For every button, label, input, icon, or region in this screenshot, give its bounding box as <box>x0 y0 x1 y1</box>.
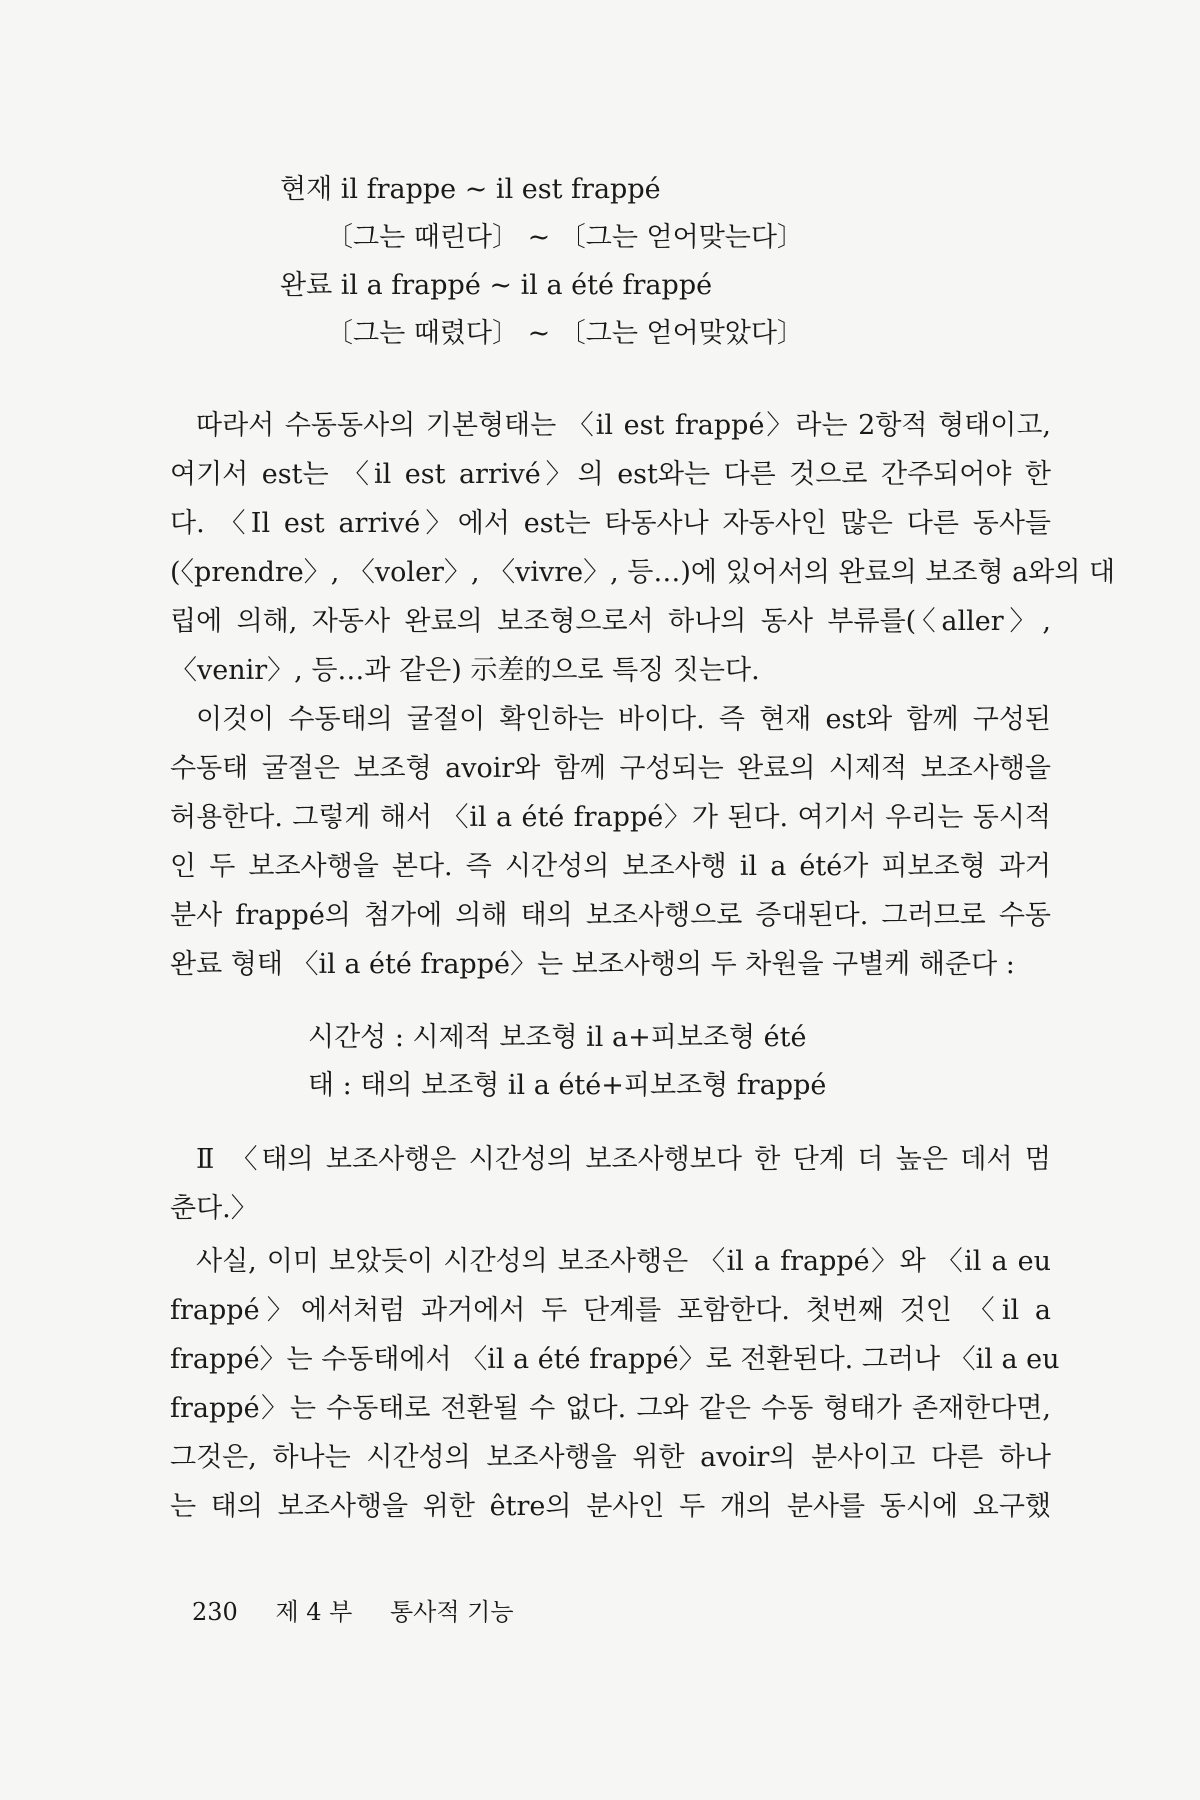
example-present-gloss: 〔그는 때린다〕 ~ 〔그는 얻어맞는다〕 <box>326 222 804 253</box>
part-label: 제 4 부 <box>275 1598 353 1626</box>
paragraph3-line: 사실, 이미 보았듯이 시간성의 보조사행은 〈il a frappé〉와 〈il a eu <box>196 1246 1051 1277</box>
paragraph1-line: 여기서 est는 〈il est arrivé〉의 est와는 다른 것으로 간주되어야 한 <box>170 459 1051 490</box>
section-heading: Ⅱ 〈태의 보조사행은 시간성의 보조사행보다 한 단계 더 높은 데서 멈 <box>196 1144 1051 1175</box>
paragraph3-line: frappé〉에서처럼 과거에서 두 단계를 포함한다. 첫번째 것인 〈il a <box>170 1295 1051 1326</box>
analysis-voice: 태 : 태의 보조형 il a été+피보조형 frappé <box>308 1070 827 1101</box>
paragraph1-line: 〈venir〉, 등…과 같은) 示差的으로 특징 짓는다. <box>170 655 760 686</box>
paragraph1-line: 다. 〈Il est arrivé〉에서 est는 타동사나 자동사인 많은 다른 동사들 <box>170 508 1051 539</box>
paragraph2-line: 수동태 굴절은 보조형 avoir와 함께 구성되는 완료의 시제적 보조사행을 <box>170 753 1051 784</box>
paragraph3-line: frappé〉는 수동태로 전환될 수 없다. 그와 같은 수동 형태가 존재한다면, <box>170 1393 1051 1424</box>
paragraph2-line: 이것이 수동태의 굴절이 확인하는 바이다. 즉 현재 est와 함께 구성된 <box>196 704 1051 735</box>
paragraph3-line: 는 태의 보조사행을 위한 être의 분사인 두 개의 분사를 동시에 요구했 <box>170 1491 1051 1522</box>
section-heading: 춘다.〉 <box>170 1193 258 1224</box>
analysis-temporal: 시간성 : 시제적 보조형 il a+피보조형 été <box>308 1022 807 1053</box>
section-label: 통사적 기능 <box>390 1598 514 1626</box>
example-perfect-gloss: 〔그는 때렸다〕 ~ 〔그는 얻어맞았다〕 <box>326 318 804 349</box>
page-footer <box>192 1592 544 1627</box>
paragraph2-line: 인 두 보조사행을 본다. 즉 시간성의 보조사행 il a été가 피보조형 과거 <box>170 851 1051 882</box>
paragraph3-line: frappé〉는 수동태에서 〈il a été frappé〉로 전환된다. 그러나 〈il a eu <box>170 1344 1060 1375</box>
example-present: 현재 il frappe ~ il est frappé <box>280 174 661 205</box>
paragraph2-line: 완료 형태 〈il a été frappé〉는 보조사행의 두 차원을 구별케 해준다 : <box>170 949 1015 980</box>
paragraph1-line: (〈prendre〉, 〈voler〉, 〈vivre〉, 등…)에 있어서의 완료의 보조형 a와의 대 <box>170 557 1116 588</box>
example-perfect: 완료 il a frappé ~ il a été frappé <box>280 270 713 301</box>
page-number: 230 <box>192 1598 238 1626</box>
paragraph2-line: 분사 frappé의 첨가에 의해 태의 보조사행으로 증대된다. 그러므로 수동 <box>170 900 1051 931</box>
paragraph1-line: 립에 의해, 자동사 완료의 보조형으로서 하나의 동사 부류를(〈aller〉, <box>170 606 1051 637</box>
paragraph2-line: 허용한다. 그렇게 해서 〈il a été frappé〉가 된다. 여기서 우리는 동시적 <box>170 802 1051 833</box>
paragraph3-line: 그것은, 하나는 시간성의 보조사행을 위한 avoir의 분사이고 다른 하나 <box>170 1442 1051 1473</box>
paragraph1-line: 따라서 수동동사의 기본형태는 〈il est frappé〉라는 2항적 형태이고, <box>196 410 1051 441</box>
